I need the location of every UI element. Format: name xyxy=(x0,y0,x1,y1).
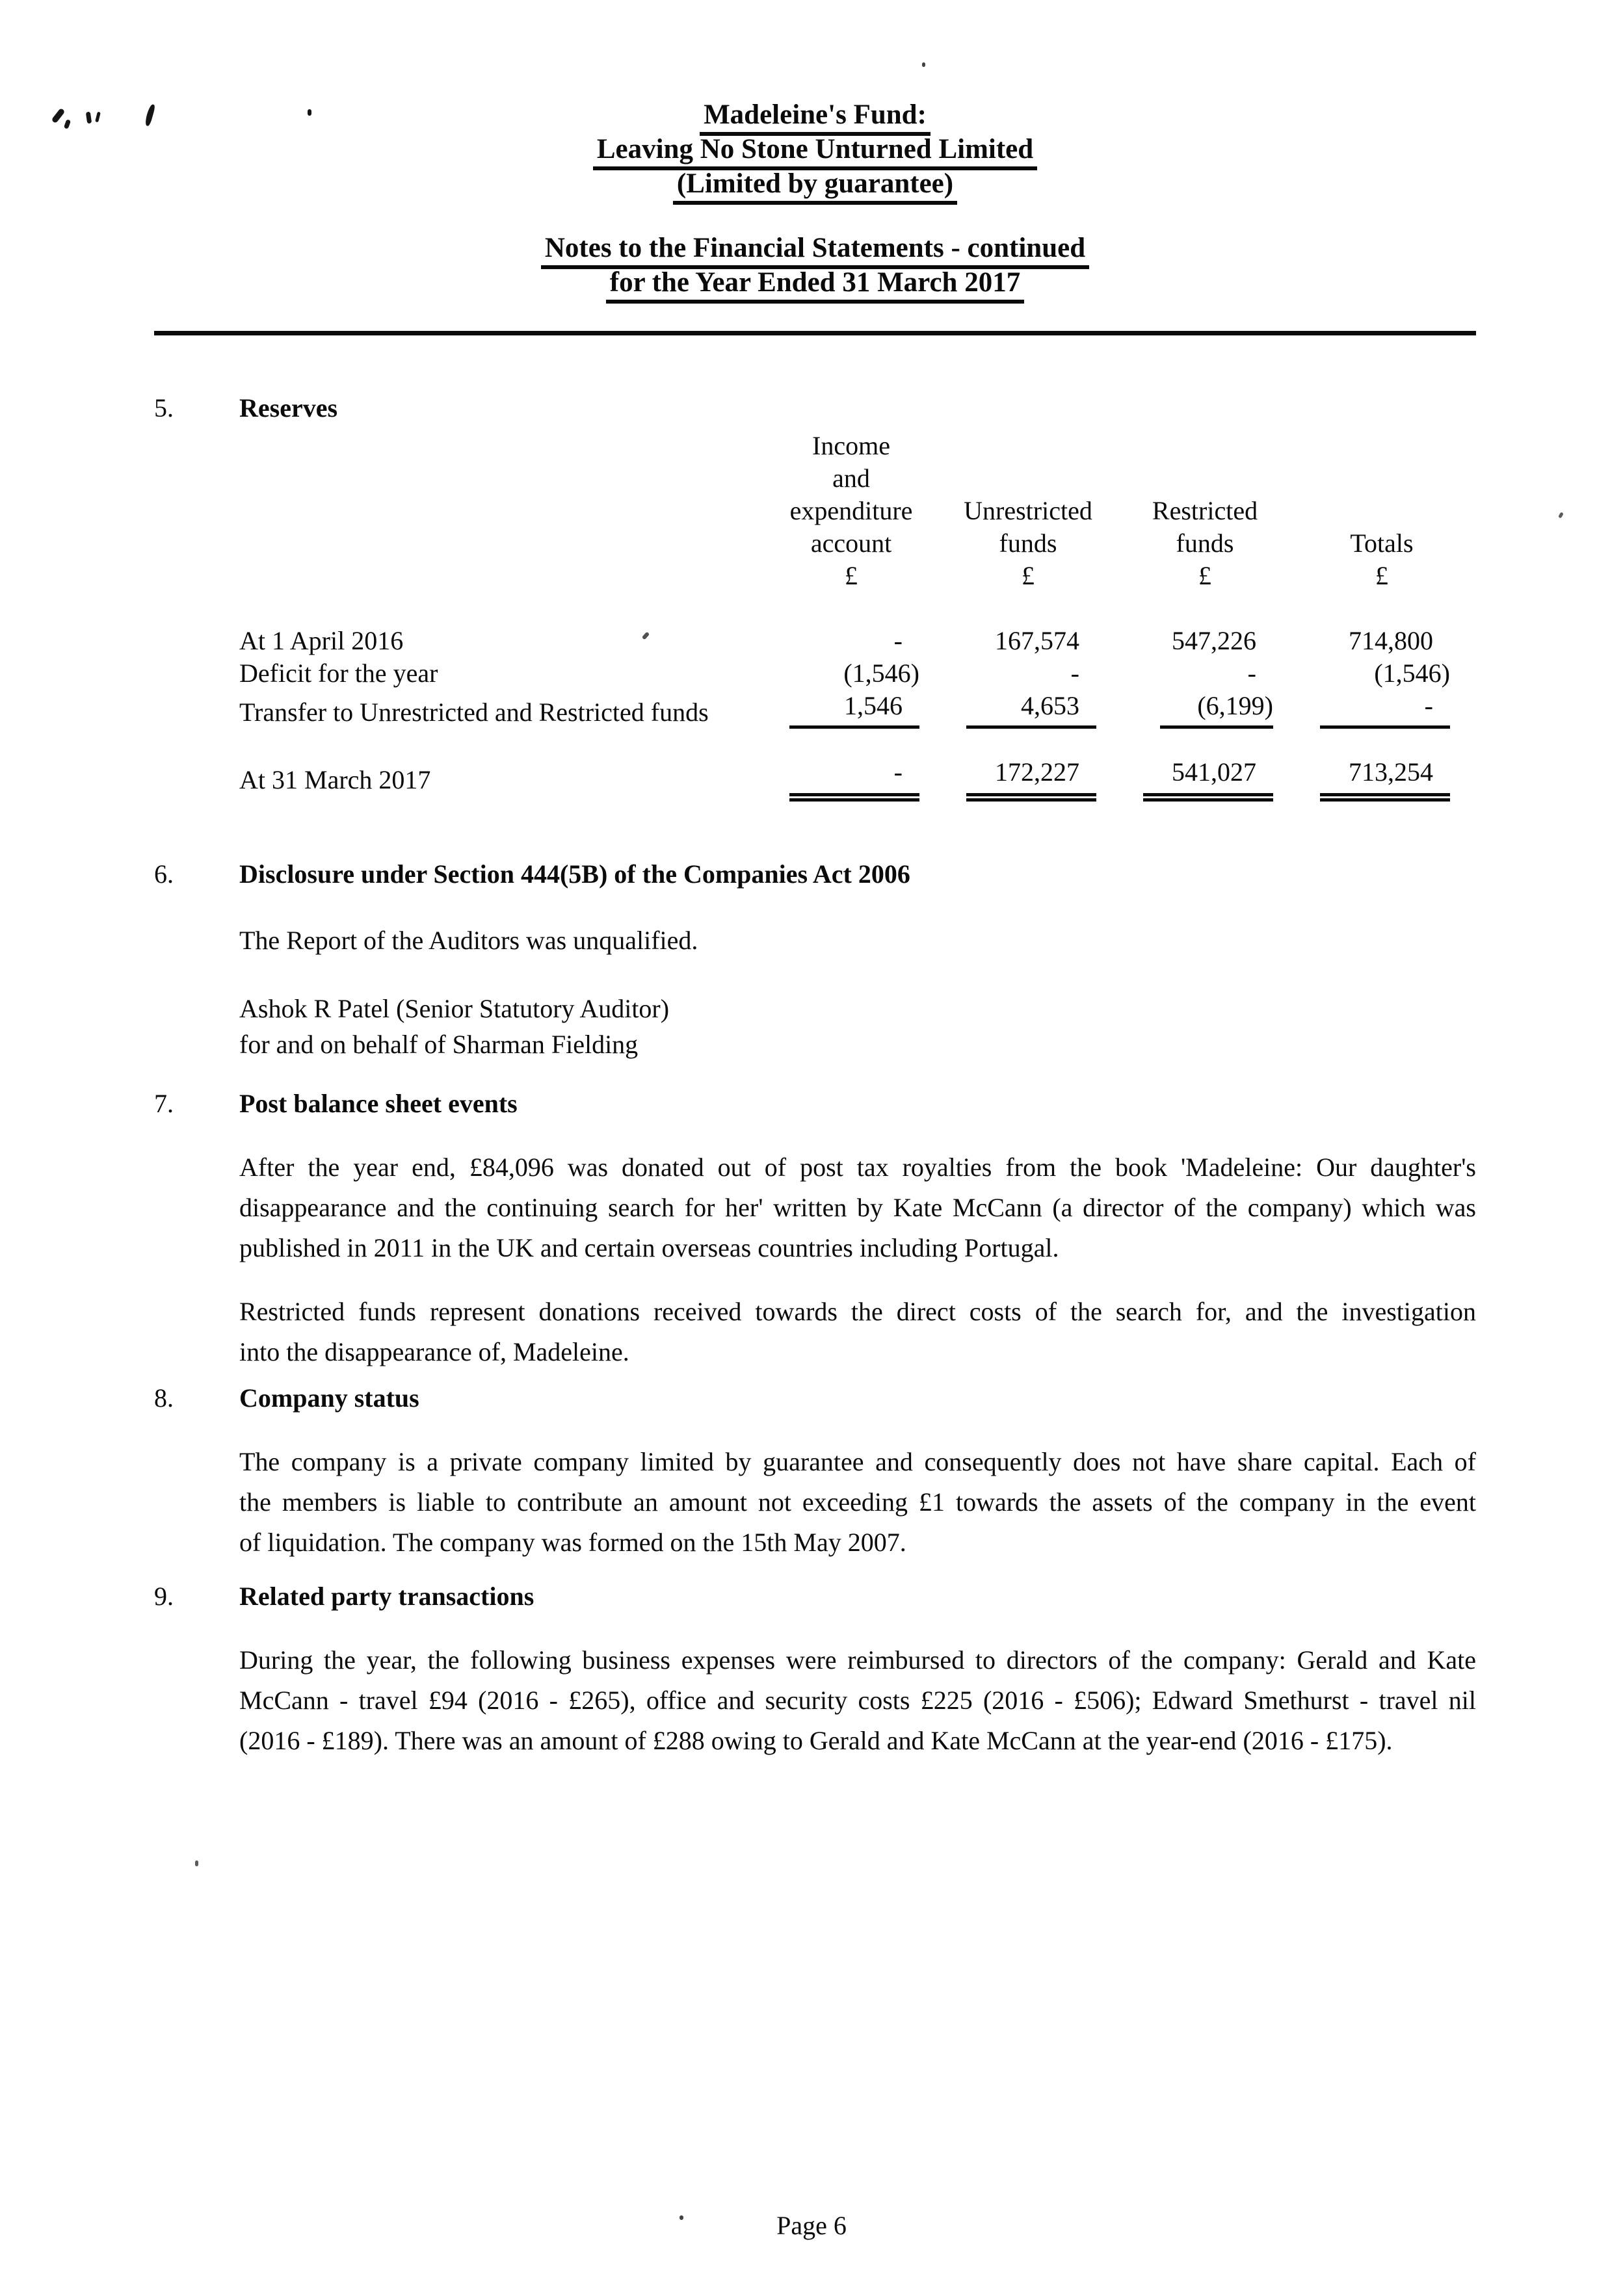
paragraph-line: published in 2011 in the UK and certain overseas countries including Portugal. xyxy=(239,1233,1059,1262)
section-company-status xyxy=(154,1383,1476,1563)
statement-subtitle-line: Notes to the Financial Statements - continued xyxy=(154,231,1476,265)
paragraph xyxy=(239,1147,1476,1268)
signature-auditor: Ashok R Patel (Senior Statutory Auditor) xyxy=(239,994,670,1023)
table-row xyxy=(239,657,1457,690)
column-label: account xyxy=(810,528,892,558)
statement-subtitle-line: for the Year Ended 31 March 2017 xyxy=(154,265,1476,300)
column-label: funds xyxy=(999,528,1057,558)
currency-symbol: £ xyxy=(1198,561,1211,590)
table-column-header xyxy=(960,428,1096,592)
scan-mark xyxy=(195,1860,198,1866)
cell-value: (1,546) xyxy=(843,659,919,688)
column-label: Restricted xyxy=(1152,496,1258,525)
paragraph-line: disappearance and the continuing search for her' written by Kate McCann (a director of the company) which was xyxy=(239,1193,1476,1222)
cell-value: (6,199) xyxy=(1137,690,1273,729)
section-number: 7. xyxy=(154,1089,174,1118)
reserves-table-header xyxy=(239,428,1457,592)
scan-mark xyxy=(95,112,101,123)
section-number: 8. xyxy=(154,1383,174,1413)
table-row xyxy=(239,690,1457,729)
company-title-line: (Limited by guarantee) xyxy=(154,166,1476,201)
table-row xyxy=(239,756,1457,796)
paragraph-line: Restricted funds represent donations received towards the direct costs of the search for, and the investigation xyxy=(239,1297,1476,1326)
table-row xyxy=(239,625,1457,657)
row-label: At 1 April 2016 xyxy=(239,626,404,655)
paragraph-line: the members is liable to contribute an amount not exceeding £1 towards the assets of the company in the event xyxy=(239,1487,1476,1517)
paragraph xyxy=(239,1292,1476,1372)
section-reserves xyxy=(154,393,1476,796)
cell-value: 547,226 xyxy=(1172,626,1256,655)
section-post-balance-sheet-events xyxy=(154,1088,1476,1372)
cell-value: 4,653 xyxy=(960,690,1096,729)
column-label: and xyxy=(832,463,870,493)
section-heading: Company status xyxy=(239,1383,419,1413)
section-disclosure xyxy=(154,859,1476,1062)
scan-mark xyxy=(308,109,311,116)
cell-value: 714,800 xyxy=(1349,626,1433,655)
column-label: Totals xyxy=(1350,528,1414,558)
scan-mark xyxy=(64,119,71,129)
company-title-line: Leaving No Stone Unturned Limited xyxy=(154,132,1476,166)
section-number: 6. xyxy=(154,859,174,889)
section-heading: Related party transactions xyxy=(239,1582,534,1611)
cell-value: - xyxy=(893,626,903,655)
column-label: funds xyxy=(1176,528,1234,558)
currency-symbol: £ xyxy=(845,561,858,590)
column-label: Income xyxy=(812,431,890,460)
section-heading: Disclosure under Section 444(5B) of the Companies Act 2006 xyxy=(239,859,910,889)
cell-value: (1,546) xyxy=(1374,659,1450,688)
company-title-line: Madeleine's Fund: xyxy=(154,98,1476,132)
scan-mark xyxy=(1558,512,1564,518)
cell-value: - xyxy=(1247,659,1256,688)
section-heading: Reserves xyxy=(239,393,338,423)
paragraph-line: of liquidation. The company was formed on the 15th May 2007. xyxy=(239,1528,906,1557)
paragraph-line: The company is a private company limited by guarantee and consequently does not have share capital. Each of xyxy=(239,1447,1476,1476)
cell-value: 541,027 xyxy=(1137,756,1273,796)
page-content xyxy=(154,0,1476,1761)
row-label: At 31 March 2017 xyxy=(239,765,431,794)
signature-block xyxy=(239,991,1476,1062)
cell-value: - xyxy=(1070,659,1079,688)
cell-value: 172,227 xyxy=(960,756,1096,796)
section-number: 5. xyxy=(154,393,174,423)
currency-symbol: £ xyxy=(1375,561,1388,590)
section-number: 9. xyxy=(154,1582,174,1611)
cell-value: 167,574 xyxy=(995,626,1079,655)
section-heading: Post balance sheet events xyxy=(239,1089,518,1118)
scan-mark xyxy=(86,112,92,124)
paragraph xyxy=(239,1442,1476,1563)
row-label: Transfer to Unrestricted and Restricted funds xyxy=(239,698,709,727)
scan-mark xyxy=(51,108,66,124)
statement-subtitle xyxy=(154,231,1476,300)
paragraph-line: McCann - travel £94 (2016 - £265), office and security costs £225 (2016 - £506); Edward Smethurst - travel nil xyxy=(239,1686,1476,1715)
cell-value: 1,546 xyxy=(783,690,919,729)
section-related-party-transactions xyxy=(154,1581,1476,1761)
cell-value: 713,254 xyxy=(1313,756,1450,796)
cell-value: - xyxy=(1313,690,1450,729)
row-label: Deficit for the year xyxy=(239,659,438,688)
column-label: Unrestricted xyxy=(964,496,1092,525)
table-column-header xyxy=(1137,428,1273,592)
cell-value: - xyxy=(783,756,919,796)
document-header xyxy=(154,0,1476,300)
signature-firm: for and on behalf of Sharman Fielding xyxy=(239,1030,639,1059)
paragraph-line: During the year, the following business expenses were reimbursed to directors of the company: Gerald and Kate xyxy=(239,1645,1476,1675)
table-column-header xyxy=(1313,428,1450,592)
paragraph-line: into the disappearance of, Madeleine. xyxy=(239,1337,629,1366)
table-column-header xyxy=(783,428,919,592)
auditors-report-line: The Report of the Auditors was unqualified. xyxy=(239,926,698,955)
header-divider xyxy=(154,331,1476,335)
paragraph-line: After the year end, £84,096 was donated out of post tax royalties from the book 'Madeleine: Our daughter's xyxy=(239,1153,1476,1182)
paragraph xyxy=(239,1640,1476,1761)
page-number: Page 6 xyxy=(776,2211,847,2240)
scan-mark xyxy=(922,62,925,67)
column-label: expenditure xyxy=(789,496,913,525)
currency-symbol: £ xyxy=(1022,561,1035,590)
paragraph-line: (2016 - £189). There was an amount of £288 owing to Gerald and Kate McCann at the year-end (2016 - £175). xyxy=(239,1726,1393,1755)
